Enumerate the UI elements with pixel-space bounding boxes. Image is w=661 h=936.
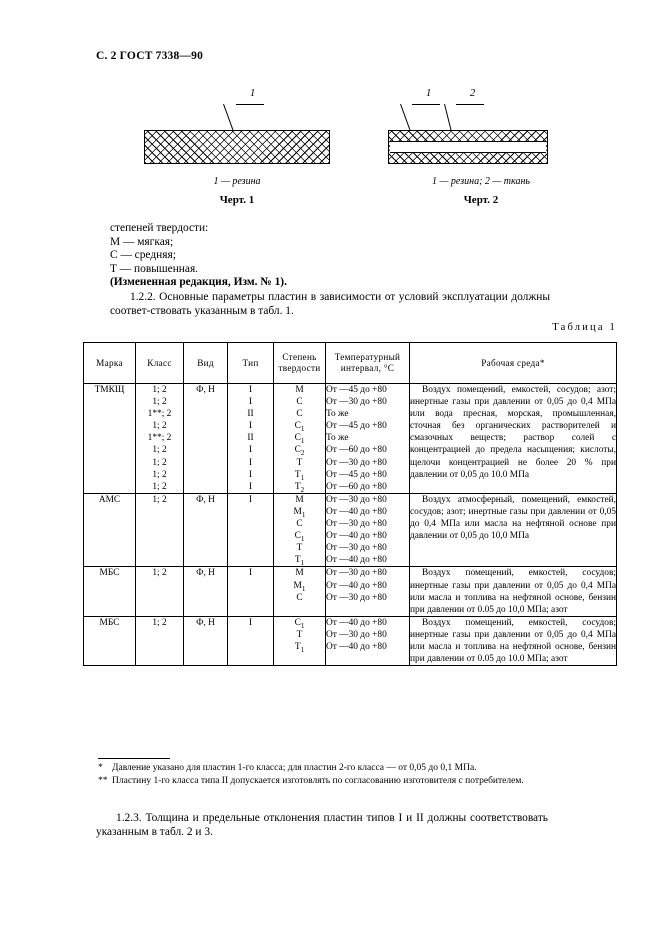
cell-marka: ТМКЩ: [84, 384, 136, 494]
cell-tip: I: [228, 493, 274, 567]
figure-2-fabric-layer: [390, 141, 546, 153]
table-row: [84, 567, 617, 616]
cell-rabochaya-sreda: Воздух атмосферный, помещений, емкостей, сосудов; азот; инертные газы при давлении от 0,05 до 0,4 МПа или масла на нефтяной основе при давлении от 0,05 до 10,0 МПа: [410, 493, 617, 567]
cell-klass: 1; 2: [136, 567, 184, 616]
cell-klass: 1; 2: [136, 616, 184, 665]
hardness-high: Т — повышенная.: [110, 262, 199, 275]
footnote-rule: [98, 758, 170, 759]
hardness-list: [110, 222, 550, 290]
column-header-marka: Марка: [84, 343, 136, 384]
cell-vid: Ф, Н: [184, 616, 228, 665]
parameters-table: [83, 342, 617, 666]
cell-vid: Ф, Н: [184, 567, 228, 616]
table-row: [84, 493, 617, 567]
column-header-temperaturny-interval: Температурный интервал, °C: [326, 343, 410, 384]
cell-vid: Ф, Н: [184, 384, 228, 494]
column-header-rabochaya-sreda: Рабочая среда*: [410, 343, 617, 384]
cell-stepen-tverdosti: $С_1$ Т $Т_1$: [274, 616, 326, 665]
figure-1-number: Черт. 1: [219, 194, 255, 206]
figure-2-callout-2: 2: [470, 88, 476, 99]
table-row: [84, 384, 617, 494]
cell-marka: МБС: [84, 616, 136, 665]
cell-tip: I: [228, 616, 274, 665]
hardness-intro: степеней твердости:: [110, 222, 209, 234]
revision-note: (Измененная редакция, Изм. № 1).: [110, 276, 287, 289]
cell-stepen-tverdosti: М С С $С_1$ $С_1$ $С_2$ Т $Т_1$ $Т_2$: [274, 384, 326, 494]
figure-2-leader-1-horizontal: [412, 104, 440, 105]
footnote-1: * Давление указано для пластин 1-го класса; для пластин 2-го класса — от 0,05 до 0,1 МПа.: [98, 763, 477, 773]
cell-stepen-tverdosti: М $М_1$ С: [274, 567, 326, 616]
figure-2-number: Черт. 2: [463, 194, 499, 206]
figure-1-leader-horizontal: [236, 104, 264, 105]
cell-rabochaya-sreda: Воздух помещений, емкостей, сосудов; инертные газы при давлении от 0,05 до 0,4 МПа или масла и топлива на нефтяной основе, бензин при давлении от 0.05 до 10,0 МПа; азот: [410, 568, 616, 615]
figure-1-rubber-layer: [144, 130, 330, 164]
cell-klass: 1; 2: [136, 493, 184, 567]
column-header-stepen-tverdosti: Степень твердости: [274, 343, 326, 384]
column-header-klass: Класс: [136, 343, 184, 384]
cell-klass: 1; 2 1; 2 1**; 2 1; 2 1**; 2 1; 2 1; 2 1; 2 1; 2: [136, 384, 184, 494]
column-header-vid: Вид: [184, 343, 228, 384]
table-row: [84, 616, 617, 665]
figure-1-leader-diagonal: [223, 104, 234, 131]
hardness-soft: М — мягкая;: [110, 235, 174, 248]
cell-rabochaya-sreda: Воздух помещений, емкостей, сосудов; инертные газы при давлении от 0,05 до 0,4 МПа или масла и топлива на нефтяной основе, бензин при давлении от 0.05 до 10.0 МПа; азот: [410, 617, 616, 665]
cell-marka: МБС: [84, 567, 136, 616]
figure-1-caption: 1 — резина: [213, 176, 261, 187]
cell-temperatura: От —45 до +80 От —30 до +80 То же От —45 до +80 То же От —60 до +80 От —30 до +80 От —45 до +80 От —60 до +80: [326, 384, 410, 494]
footnotes: [98, 762, 618, 788]
cell-marka: АМС: [84, 493, 136, 567]
figure-2: [368, 88, 594, 206]
figures-row: [96, 88, 596, 206]
cell-temperatura: От —40 до +80 От —30 до +80 От —40 до +80: [326, 616, 410, 665]
figure-1-callout-1: 1: [250, 88, 256, 99]
cell-temperatura: От —30 до +80 От —40 до +80 От —30 до +80 От —40 до +80 От —30 до +80 От —40 до +80: [326, 493, 410, 567]
clause-1-2-2: 1.2.2. Основные параметры пластин в зависимости от условий эксплуатации должны соответ-ствовать указанным в табл. 1.: [110, 291, 550, 317]
hardness-medium: С — средняя;: [110, 249, 176, 262]
footnote-2: ** Пластину 1-го класса типа II допускается изготовлять по согласованию изготовителя с потребителем.: [98, 776, 524, 786]
cell-tip: I: [228, 567, 274, 616]
cell-tip: I I II I II I I I I: [228, 384, 274, 494]
figure-2-callout-1: 1: [426, 88, 432, 99]
column-header-tip: Тип: [228, 343, 274, 384]
table-body: [84, 384, 617, 666]
cell-rabochaya-sreda: Воздух помещений, емкостей, сосудов; азот; инертные газы при давлении от 0,05 до 0,4 МПа или вода пресная, морская, промышленная, сточная без органических растворителей и смазочных веществ; раствор солей с концентрацией до предела насыщения; кислоты, щелочи концентрацией не более 20 % при давлении от 0,05 до 10.0 МПа: [410, 384, 617, 494]
figure-1: [124, 88, 350, 206]
table-caption: Таблица 1: [552, 322, 617, 333]
figure-2-leader-1-diagonal: [400, 104, 411, 133]
running-head: С. 2 ГОСТ 7338—90: [96, 50, 204, 62]
cell-temperatura: От —30 до +80 От —40 до +80 От —30 до +80: [326, 567, 410, 616]
cell-stepen-tverdosti: М $М_1$ С $С_1$ Т $Т_1$: [274, 493, 326, 567]
cell-vid: Ф, Н: [184, 493, 228, 567]
figure-2-caption: 1 — резина; 2 — ткань: [432, 176, 530, 187]
figure-2-leader-2-horizontal: [456, 104, 484, 105]
table-header-row: [84, 343, 617, 384]
clause-1-2-3: 1.2.3. Толщина и предельные отклонения пластин типов I и II должны соответствовать указанным в табл. 2 и 3.: [96, 812, 548, 838]
